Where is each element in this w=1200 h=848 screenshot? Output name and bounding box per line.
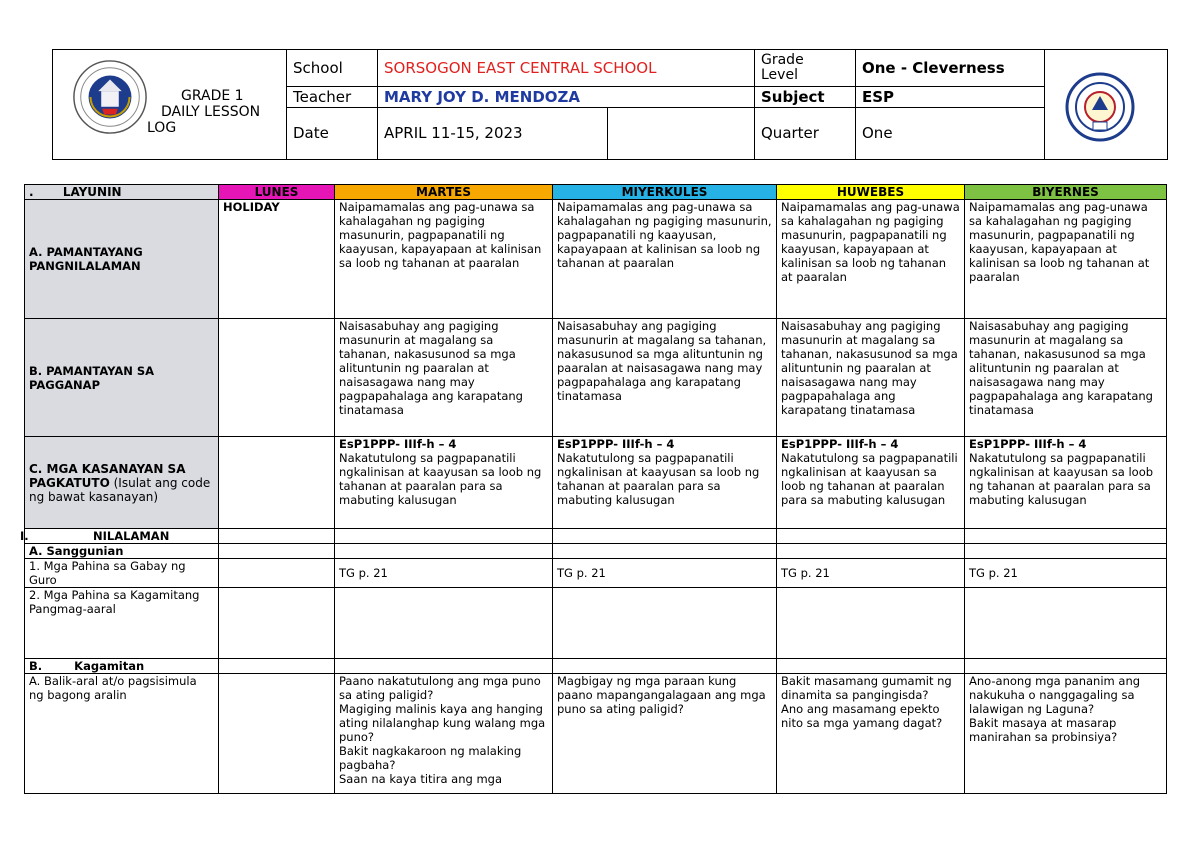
row-label-b: B. PAMANTAYAN SA PAGGANAP [25,319,219,437]
quarter-label: Quarter [755,107,856,159]
date-label: Date [287,107,378,159]
blank-cell [219,588,335,659]
layunin-header: . LAYUNIN [25,185,219,200]
cell-c-lunes [219,437,335,529]
gabay-label: 1. Mga Pahina sa Gabay ng Guro [25,559,219,588]
day-header-biyernes: BIYERNES [965,185,1167,200]
date-blank-cell [608,107,755,159]
day-header-martes: MARTES [335,185,553,200]
blank-cell [777,544,965,559]
balik-biyernes: Ano-anong mga pananim ang nakukuha o nanggagaling sa lalawigan ng Laguna? Bakit masaya at masarap manirahan sa probinsiya? [965,674,1167,794]
school-value: SORSOGON EAST CENTRAL SCHOOL [378,49,755,86]
row-mga-kasanayan [25,437,1167,529]
blank-cell [219,544,335,559]
cell-a-huwebes: Naipamamalas ang pag-unawa sa kahalagahan ng pagiging masunurin, pagpapanatili ng kaayusan, kapayapaan at kalinisan sa loob ng tahanan at paaralan [777,200,965,319]
row-balik-aral [25,674,1167,794]
tg-miyerkules: TG p. 21 [553,559,777,588]
cell-c-martes [335,437,553,529]
blank-cell [219,674,335,794]
cell-b-miyerkules: Naisasabuhay ang pagiging masunurin at magalang sa tahanan, nakasusunod sa mga alituntunin ng paaralan at naisasagawa nang may pagpapahalaga ang karapatang tinatamasa [553,319,777,437]
cell-a-martes: Naipamamalas ang pag-unawa sa kahalagahan ng pagiging masunurin, pagpapanatili ng kaayusan, kapayapaan at kalinisan sa loob ng tahanan at paaralan [335,200,553,319]
balik-aral-label: A. Balik-aral at/o pagsisimula ng bagong aralin [25,674,219,794]
lesson-log-header [52,49,1168,160]
cell-c-biyernes [965,437,1167,529]
blank-cell [777,529,965,544]
cell-b-lunes [219,319,335,437]
competency-text: Nakatutulong sa pagpapanatili ngkalinisan at kaayusan sa loob ng tahanan at paaralan para sa mabuting kalusugan [557,451,760,507]
deped-seal-icon [71,58,149,136]
row-sanggunian [25,544,1167,559]
day-header-huwebes: HUWEBES [777,185,965,200]
row-pamantayan-sa-pagganap [25,319,1167,437]
kagamitan-section-label: B. Kagamitan [25,659,219,674]
kagamitan-label: 2. Mga Pahina sa Kagamitang Pangmag-aaral [25,588,219,659]
day-header-lunes: LUNES [219,185,335,200]
title-line-2: DAILY LESSON [161,104,261,120]
competency-code: EsP1PPP- IIIf-h – 4 [781,437,899,451]
title-line-1: GRADE 1 [181,88,244,104]
row-gabay-ng-guro [25,559,1167,588]
title-line-3: LOG [147,120,177,136]
blank-cell [965,659,1167,674]
row-kagamitang-pangmag-aaral [25,588,1167,659]
blank-cell [219,659,335,674]
competency-text: Nakatutulong sa pagpapanatili ngkalinisan at kaayusan sa loob ng tahanan at paaralan para sa mabuting kalusugan [781,451,958,507]
day-header-miyerkules: MIYERKULES [553,185,777,200]
row-label-a: A. PAMANTAYANG PANGNILALAMAN [25,200,219,319]
cell-b-biyernes: Naisasabuhay ang pagiging masunurin at magalang sa tahanan, nakasusunod sa mga alituntunin ng paaralan at naisasagawa nang may pagpapahalaga ang karapatang tinatamasa [965,319,1167,437]
blank-cell [335,659,553,674]
grade-level-value: One - Cleverness [856,49,1045,86]
nilalaman-label: I. NILALAMAN [25,529,219,544]
blank-cell [335,529,553,544]
blank-cell [965,588,1167,659]
blank-cell [965,544,1167,559]
balik-miyerkules: Magbigay ng mga paraan kung paano mapangangalagaan ang mga puno sa ating paligid? [553,674,777,794]
blank-cell [553,529,777,544]
competency-code: EsP1PPP- IIIf-h – 4 [557,437,675,451]
day-header-row [25,185,1167,200]
teacher-label: Teacher [287,86,378,107]
blank-cell [553,659,777,674]
competency-code: EsP1PPP- IIIf-h – 4 [339,437,457,451]
cell-c-miyerkules [553,437,777,529]
blank-cell [777,588,965,659]
date-value: APRIL 11-15, 2023 [378,107,608,159]
row-label-c: C. MGA KASANAYAN SA PAGKATUTO (Isulat ang code ng bawat kasanayan) [25,437,219,529]
tg-biyernes: TG p. 21 [965,559,1167,588]
blank-cell [219,559,335,588]
row-nilalaman [25,529,1167,544]
teacher-value: MARY JOY D. MENDOZA [378,86,755,107]
blank-cell [965,529,1167,544]
school-seal-icon [1065,72,1135,142]
competency-text: Nakatutulong sa pagpapanatili ngkalinisan at kaayusan sa loob ng tahanan at paaralan para sa mabuting kalusugan [969,451,1154,507]
header-info-table [286,49,1045,160]
sanggunian-label: A. Sanggunian [25,544,219,559]
cell-a-miyerkules: Naipamamalas ang pag-unawa sa kahalagahan ng pagiging masunurin, pagpapanatili ng kaayusan, kapayapaan at kalinisan sa loob ng tahanan at paaralan [553,200,777,319]
competency-code: EsP1PPP- IIIf-h – 4 [969,437,1087,451]
tg-martes: TG p. 21 [335,559,553,588]
row-kagamitan [25,659,1167,674]
blank-cell [777,659,965,674]
balik-huwebes: Bakit masamang gumamit ng dinamita sa pangingisda? Ano ang masamang epekto nito sa mga yamang dagat? [777,674,965,794]
blank-cell [553,544,777,559]
balik-martes: Paano nakatutulong ang mga puno sa ating paligid? Magiging malinis kaya ang hanging ating nilalanghap kung walang mga puno? Bakit nagkakaroon ng malaking pagbaha? Saan na kaya titira ang mga [335,674,553,794]
blank-cell [335,588,553,659]
grade-level-label: Grade Level [755,49,856,86]
document-title [147,88,287,136]
blank-cell [335,544,553,559]
blank-cell [553,588,777,659]
quarter-value: One [856,107,1045,159]
school-label: School [287,49,378,86]
competency-text: Nakatutulong sa pagpapanatili ngkalinisan at kaayusan sa loob ng tahanan at paaralan para sa mabuting kalusugan [339,451,542,507]
lunes-holiday: HOLIDAY [219,200,335,319]
cell-b-martes: Naisasabuhay ang pagiging masunurin at magalang sa tahanan, nakasusunod sa mga alituntunin ng paaralan at naisasagawa nang may pagpapahalaga ang karapatang tinatamasa [335,319,553,437]
subject-label: Subject [755,86,856,107]
subject-value: ESP [856,86,1045,107]
lesson-plan-table [20,184,1167,794]
row-pamantayang-pangnilalaman [25,200,1167,319]
cell-a-biyernes: Naipamamalas ang pag-unawa sa kahalagahan ng pagiging masunurin, pagpapanatili ng kaayusan, kapayapaan at kalinisan sa loob ng tahanan at paaralan [965,200,1167,319]
cell-b-huwebes: Naisasabuhay ang pagiging masunurin at magalang sa tahanan, nakasusunod sa mga alituntunin ng paaralan at naisasagawa nang may pagpapahalaga ang karapatang tinatamasa [777,319,965,437]
cell-c-huwebes [777,437,965,529]
tg-huwebes: TG p. 21 [777,559,965,588]
blank-cell [219,529,335,544]
